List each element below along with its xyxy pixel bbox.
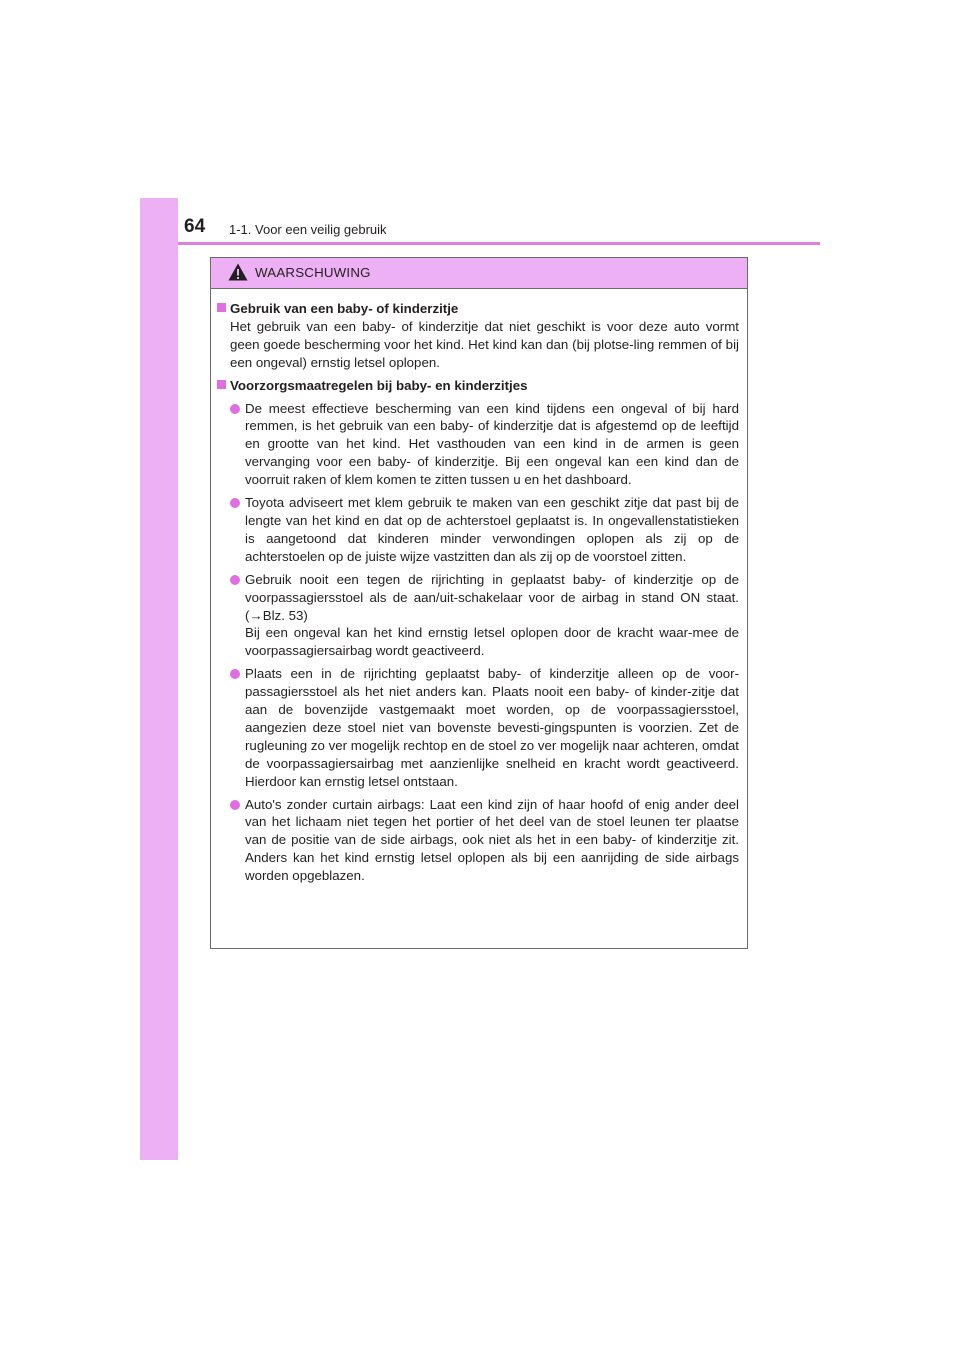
round-bullet-icon <box>230 575 240 585</box>
list-item <box>217 665 739 790</box>
section-title: 1-1. Voor een veilig gebruik <box>229 222 387 237</box>
list-item <box>217 571 739 661</box>
warning-content <box>211 289 747 885</box>
list-item <box>217 494 739 566</box>
section-heading <box>217 377 739 395</box>
square-bullet-icon <box>217 303 226 312</box>
warning-triangle-icon <box>228 263 248 281</box>
heading-text: Voorzorgsmaatregelen bij baby- en kinderzitjes <box>230 377 528 393</box>
square-bullet-icon <box>217 380 226 389</box>
bullet-text-group <box>245 571 739 661</box>
round-bullet-icon <box>230 800 240 810</box>
bullet-text-continued: Bij een ongeval kan het kind ernstig letsel oplopen door de kracht waar-mee de voorpassagiersairbag wordt geactiveerd. <box>245 625 739 659</box>
warning-box <box>210 257 748 949</box>
bullet-text: Plaats een in de rijrichting geplaatst baby- of kinderzitje alleen op de voor-passagiersstoel als het niet anders kan. Plaats nooit een baby- of kinder-zitje dat aan de bovenzijde vastgemaakt moet worden, op de voorpassagiersstoel, aangezien deze stoel niet van bovenste bevesti-gingspunten is voorzien. Zet de rugleuning zo ver mogelijk rechtop en de stoel zo ver mogelijk naar achteren, omdat de voorpassagiersairbag met aanzienlijke snelheid en kracht wordt geactiveerd. Hierdoor kan ernstig letsel ontstaan. <box>245 666 739 789</box>
warning-label: WAARSCHUWING <box>255 265 371 280</box>
warning-header <box>211 258 747 289</box>
bullet-text: Toyota adviseert met klem gebruik te maken van een geschikt zitje dat past bij de lengte van het kind en dat op de achterstoel geplaatst is. In ongevallenstatistieken is aangetoond dat kinderen minder verwondingen oplopen als zij op de achterstoelen op de juiste wijze vastzitten dan als zij op de voorstoel zitten. <box>245 495 739 564</box>
round-bullet-icon <box>230 404 240 414</box>
bullet-text: De meest effectieve bescherming van een kind tijdens een ongeval of bij hard remmen, is het gebruik van een baby- of kinderzitje dat is afgestemd op de leeftijd en grootte van het kind. Het vasthouden van een kind in de armen is geen vervanging voor een baby- of kinderzitje. Bij een ongeval kan een kind dan de voorruit raken of klem komen te zitten tussen u en het dashboard. <box>245 400 739 488</box>
section-heading <box>217 300 739 318</box>
bullet-text: Gebruik nooit een tegen de rijrichting in geplaatst baby- of kinderzitje op de voorpassagiersstoel als de aan/uit-schakelaar voor de airbag in stand ON staat. (→Blz. 53) <box>245 571 739 623</box>
page-number: 64 <box>184 216 206 237</box>
section-body: Het gebruik van een baby- of kinderzitje dat niet geschikt is voor deze auto vormt geen goede bescherming voor het kind. Het kind kan dan (bij plotse-ling remmen of bij een ongeval) ernstig letsel oplopen. <box>230 318 739 370</box>
chapter-side-tab <box>140 198 178 1160</box>
header-rule <box>178 242 820 245</box>
list-item <box>217 796 739 886</box>
round-bullet-icon <box>230 498 240 508</box>
heading-text: Gebruik van een baby- of kinderzitje <box>230 301 459 316</box>
list-item <box>217 400 739 490</box>
round-bullet-icon <box>230 669 240 679</box>
bullet-text: Auto's zonder curtain airbags: Laat een kind zijn of haar hoofd of enig ander deel van het lichaam niet tegen het portier of het deel van de stoel leunen ter plaatse van de positie van de side airbags, ook niet als het in een baby- of kinderzitje zit. Anders kan het kind ernstig letsel oplopen als bij een aanrijding de side airbags worden opgeblazen. <box>245 796 739 884</box>
